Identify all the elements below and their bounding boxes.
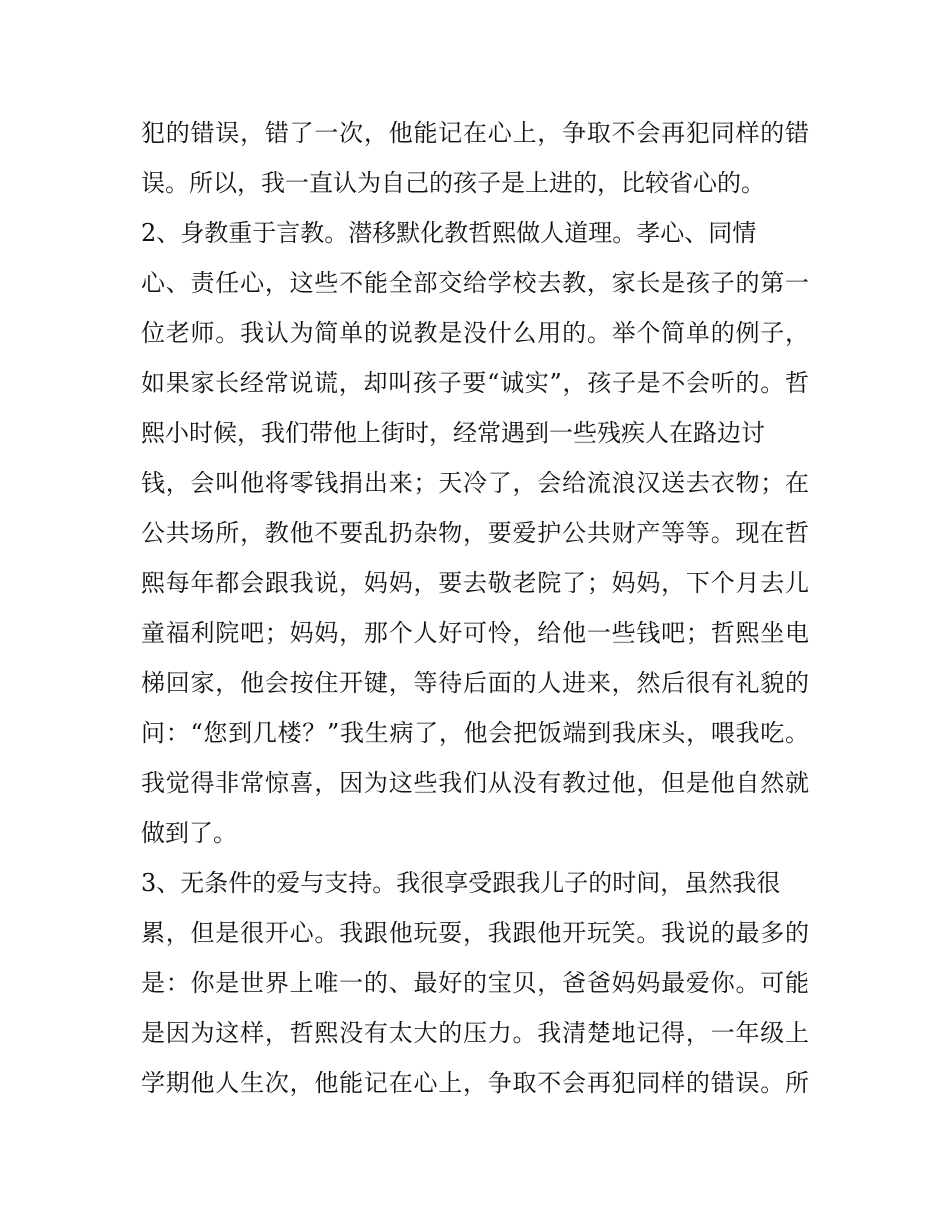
text-line: 童福利院吧；妈妈，那个人好可怜，给他一些钱吧；哲熙坐电 (141, 619, 809, 647)
text-line: 我觉得非常惊喜，因为这些我们从没有教过他，但是他自然就 (141, 769, 809, 797)
text-line: 心、责任心，这些不能全部交给学校去教，家长是孩子的第一 (141, 269, 809, 297)
text-line: 是：你是世界上唯一的、最好的宝贝，爸爸妈妈最爱你。可能 (141, 969, 809, 997)
text-line: 梯回家，他会按住开键，等待后面的人进来，然后很有礼貌的 (141, 669, 809, 697)
text-line: 做到了。 (141, 819, 237, 847)
text-line: 公共场所，教他不要乱扔杂物，要爱护公共财产等等。现在哲 (141, 519, 809, 547)
text-line: 3、无条件的爱与支持。我很享受跟我儿子的时间，虽然我很 (141, 869, 781, 897)
text-line: 钱，会叫他将零钱捐出来；天冷了，会给流浪汉送去衣物；在 (141, 469, 809, 497)
text-line: 熙小时候，我们带他上街时，经常遇到一些残疾人在路边讨 (141, 419, 765, 447)
text-line: 累，但是很开心。我跟他玩耍，我跟他开玩笑。我说的最多的 (141, 919, 809, 947)
text-line: 学期他人生次，他能记在心上，争取不会再犯同样的错误。所 (141, 1069, 809, 1097)
text-line: 犯的错误，错了一次，他能记在心上，争取不会再犯同样的错 (141, 119, 809, 147)
text-line: 位老师。我认为简单的说教是没什么用的。举个简单的例子， (141, 319, 809, 347)
text-line: 问：“您到几楼？”我生病了，他会把饭端到我床头，喂我吃。 (141, 719, 809, 747)
text-line: 是因为这样，哲熙没有太大的压力。我清楚地记得，一年级上 (141, 1019, 809, 1047)
text-line: 误。所以，我一直认为自己的孩子是上进的，比较省心的。 (141, 169, 765, 197)
text-line: 如果家长经常说谎，却叫孩子要“诚实”，孩子是不会听的。哲 (141, 369, 809, 397)
text-line: 熙每年都会跟我说，妈妈，要去敬老院了；妈妈，下个月去儿 (141, 569, 809, 597)
text-line: 2、身教重于言教。潜移默化教哲熙做人道理。孝心、同情 (141, 219, 757, 247)
